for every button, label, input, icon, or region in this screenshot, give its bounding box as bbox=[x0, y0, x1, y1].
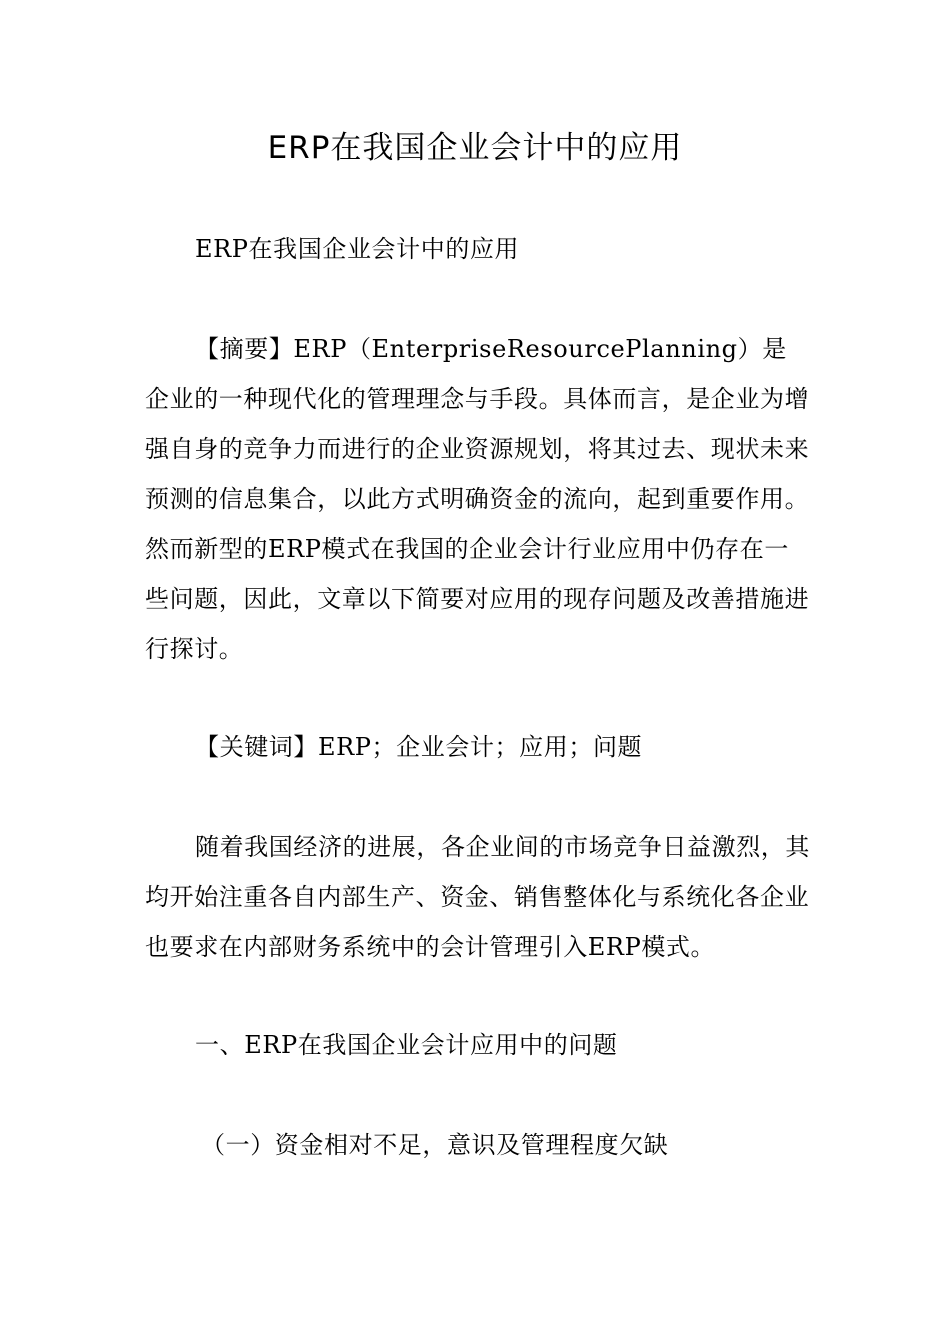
section-heading: 一、ERP在我国企业会计应用中的问题 bbox=[195, 1031, 618, 1059]
keywords-text: ERP；企业会计；应用；问题 bbox=[318, 733, 643, 761]
abstract-paragraph bbox=[145, 324, 810, 674]
document-subtitle: ERP在我国企业会计中的应用 bbox=[195, 235, 520, 263]
document-title: ERP在我国企业会计中的应用 bbox=[267, 130, 683, 166]
abstract-text: ERP（EnterpriseResourcePlanning）是企业的一种现代化的管理理念与手段。具体而言，是企业为增强自身的竞争力而进行的企业资源规划，将其过去、现状未来预测的信息集合，以此方式明确资金的流向，起到重要作用。然而新型的ERP模式在我国的企业会计行业应用中仍存在一些问题，因此，文章以下简要对应用的现存问题及改善措施进行探讨。 bbox=[145, 335, 810, 663]
keywords-paragraph bbox=[145, 722, 810, 772]
abstract-label: 【摘要】 bbox=[195, 335, 294, 363]
keywords-label: 【关键词】 bbox=[195, 733, 318, 761]
body-paragraph: 随着我国经济的进展，各企业间的市场竞争日益激烈，其均开始注重各自内部生产、资金、销售整体化与系统化各企业也要求在内部财务系统中的会计管理引入ERP模式。 bbox=[145, 833, 810, 961]
subsection-heading: （一）资金相对不足，意识及管理程度欠缺 bbox=[201, 1131, 669, 1159]
